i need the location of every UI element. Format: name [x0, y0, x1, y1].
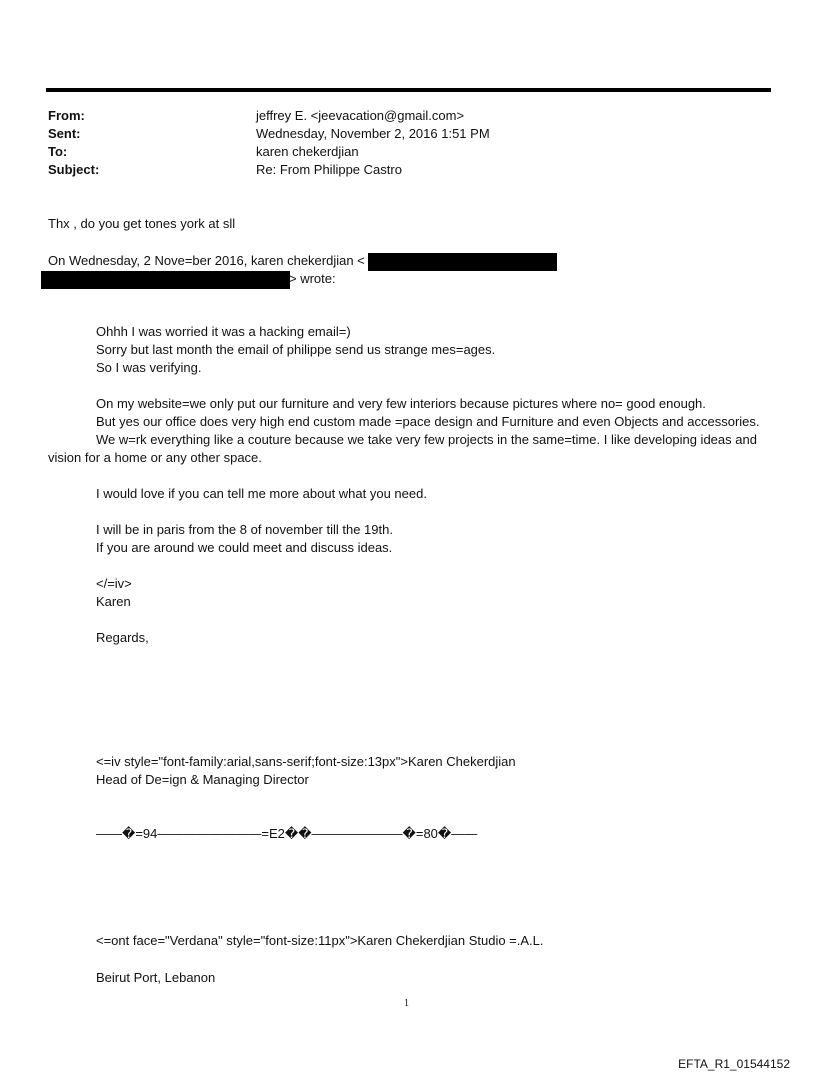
- signature-separator: ——�=94————————=E2��———————�=80�——: [96, 826, 478, 841]
- quoted-line: </=iv>: [96, 576, 132, 591]
- signature-location: Beirut Port, Lebanon: [96, 970, 216, 985]
- quoted-paragraph: On my website=we only put our furniture and very few interiors because pictures where no= good enough.: [96, 396, 706, 411]
- sent-label: Sent:: [48, 126, 81, 141]
- quoted-signoff-name: Karen: [96, 594, 131, 609]
- subject-value: Re: From Philippe Castro: [256, 162, 402, 177]
- from-label: From:: [48, 108, 85, 123]
- to-value: karen chekerdjian: [256, 144, 359, 159]
- reply-text: Thx , do you get tones york at sll: [48, 216, 236, 231]
- sent-value: Wednesday, November 2, 2016 1:51 PM: [256, 126, 490, 141]
- quoted-line: I would love if you can tell me more about what you need.: [96, 486, 427, 501]
- quoted-regards: Regards,: [96, 630, 149, 645]
- signature-name: <=iv style="font-family:arial,sans-serif;font-size:13px">Karen Chekerdjian: [96, 754, 516, 769]
- quoted-line: Sorry but last month the email of philippe send us strange mes=ages.: [96, 342, 496, 357]
- page-number: 1: [404, 998, 409, 1009]
- header-rule: [46, 88, 771, 92]
- signature-title: Head of De=ign & Managing Director: [96, 772, 309, 787]
- quoted-paragraph: But yes our office does very high end custom made =pace design and Furniture and even Objects and accessories.: [96, 414, 760, 429]
- signature-studio: <=ont face="Verdana" style="font-size:11px">Karen Chekerdjian Studio =.A.L.: [96, 933, 544, 948]
- quoted-paragraphs: [48, 395, 760, 467]
- from-value: jeffrey E. <jeevacation@gmail.com>: [256, 108, 465, 123]
- to-label: To:: [48, 144, 68, 159]
- quoted-line: If you are around we could meet and discuss ideas.: [96, 540, 393, 555]
- bates-number: EFTA_R1_01544152: [678, 1057, 790, 1071]
- subject-label: Subject:: [48, 162, 100, 177]
- quote-intro-line1: On Wednesday, 2 Nove=ber 2016, karen chekerdjian <: [48, 253, 365, 268]
- quoted-paragraph: We w=rk everything like a couture because we take very few projects in the same=time. I like developing ideas and vision for a home or any other space.: [48, 432, 757, 465]
- redaction-box: [41, 271, 290, 289]
- quote-intro-line2: > wrote:: [289, 271, 336, 286]
- quoted-line: I will be in paris from the 8 of november till the 19th.: [96, 522, 393, 537]
- redaction-box: [368, 253, 557, 271]
- quoted-line: Ohhh I was worried it was a hacking email=): [96, 324, 351, 339]
- quoted-line: So I was verifying.: [96, 360, 202, 375]
